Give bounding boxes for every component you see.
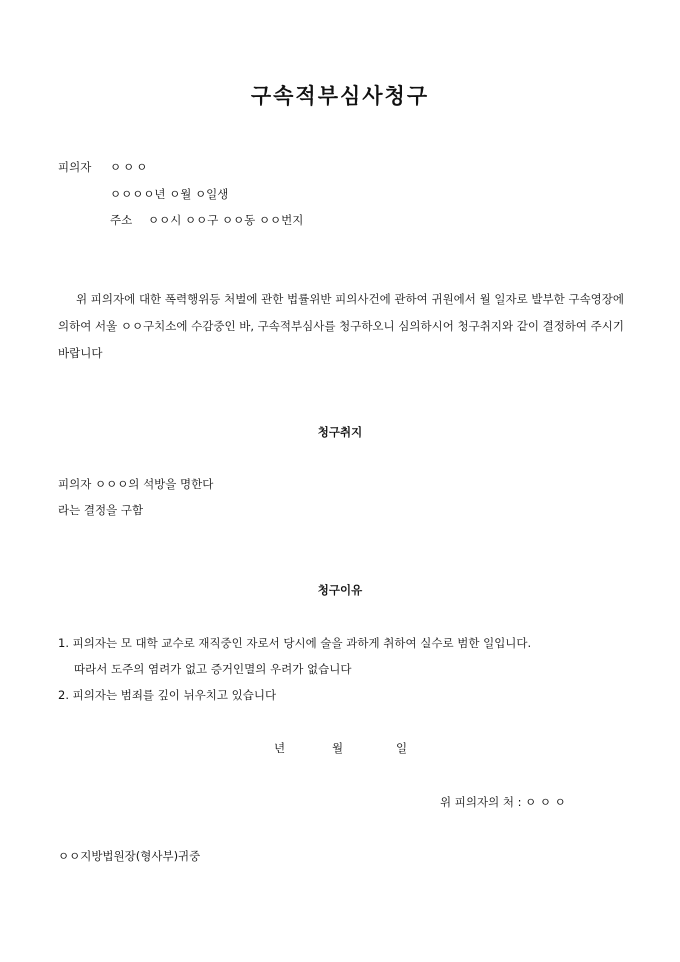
applicant-label: 피의자 [58, 160, 92, 174]
body-paragraph: 위 피의자에 대한 폭력행위등 처벌에 관한 법률위반 피의사건에 관하여 귀원에서 월 일자로 발부한 구속영장에 의하여 서울 ㅇㅇ구치소에 수감중인 바, 구속적부심사를 청구하오니 심의하시어 청구취지와 같이 결정하여 주시기 바랍니다 [58, 292, 624, 360]
address-label: 주소 [110, 213, 133, 227]
reason-item-1-continued: 따라서 도주의 염려가 없고 증거인멸의 우려가 없습니다 [74, 662, 352, 676]
signature-line: 위 피의자의 처 : ㅇ ㅇ ㅇ [440, 795, 566, 809]
date-year: 년 [274, 741, 286, 755]
document-title: 구속적부심사청구 [250, 83, 430, 108]
reason-item-2: 2. 피의자는 범죄를 깊이 뉘우치고 있습니다 [58, 688, 277, 702]
purpose-line-2: 라는 결정을 구함 [58, 503, 144, 517]
applicant-name: ㅇㅇㅇ [110, 160, 150, 174]
reasons-heading: 청구이유 [317, 583, 363, 597]
date-day: 일 [396, 741, 408, 755]
addressee: ㅇㅇ지방법원장(형사부)귀중 [58, 849, 201, 863]
purpose-line-1: 피의자 ㅇㅇㅇ의 석방을 명한다 [58, 477, 214, 491]
applicant-birth: ㅇㅇㅇㅇ년 ㅇ월 ㅇ일생 [110, 187, 229, 201]
date-month: 월 [332, 741, 344, 755]
reason-item-1: 1. 피의자는 모 대학 교수로 재직중인 자로서 당시에 술을 과하게 취하여 실수로 범한 일입니다. [58, 636, 532, 650]
purpose-heading: 청구취지 [317, 425, 363, 439]
applicant-address: ㅇㅇ시 ㅇㅇ구 ㅇㅇ동 ㅇㅇ번지 [148, 213, 304, 227]
